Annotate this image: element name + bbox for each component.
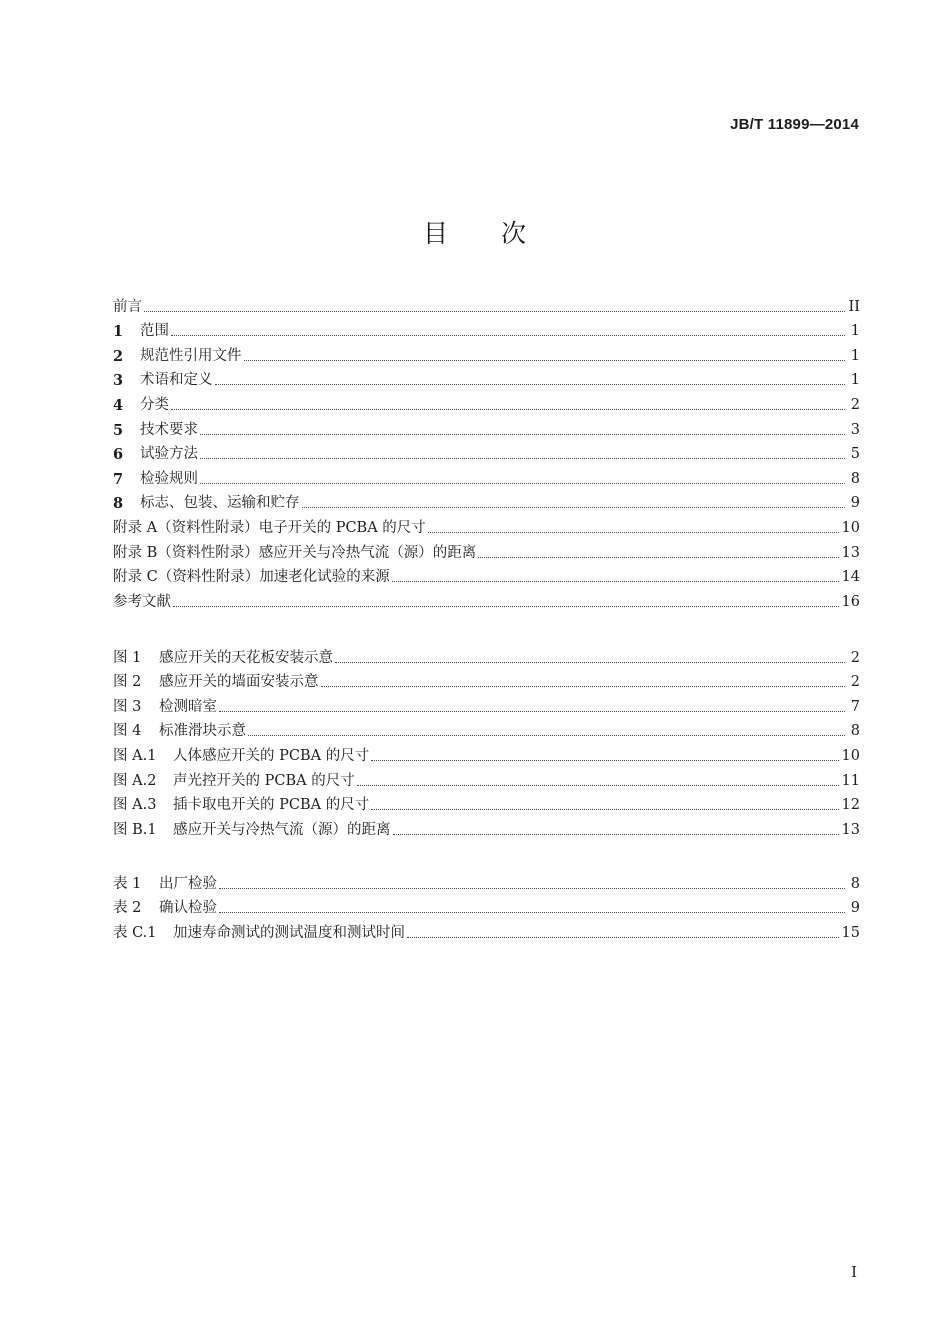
- toc-entry-number: 7: [113, 470, 124, 488]
- toc-main-list: [113, 291, 860, 611]
- figure-entry[interactable]: [113, 691, 860, 716]
- table-number: 表 C.1: [113, 924, 157, 941]
- toc-entry-label: 技术要求: [140, 421, 198, 438]
- toc-entry-page: II: [848, 298, 860, 315]
- toc-entry-number: 1: [113, 323, 124, 341]
- toc-entry-page: 2: [850, 396, 860, 413]
- dot-leader: [215, 383, 846, 385]
- table-label: 确认检验: [159, 900, 217, 917]
- toc-entry-page: 1: [850, 323, 860, 340]
- toc-entry-number: 8: [113, 495, 124, 513]
- dot-leader: [371, 808, 838, 810]
- toc-entry-label: 附录 C（资料性附录）加速老化试验的来源: [113, 569, 390, 586]
- dot-leader: [144, 310, 845, 312]
- figure-page: 2: [850, 649, 860, 666]
- dot-leader: [171, 408, 845, 410]
- dot-leader: [407, 936, 839, 938]
- figure-label: 插卡取电开关的 PCBA 的尺寸: [173, 797, 370, 814]
- toc-entry[interactable]: [113, 488, 860, 513]
- figure-number: 图 A.2: [113, 772, 157, 789]
- figure-page: 2: [850, 674, 860, 691]
- toc-entry-page: 1: [850, 372, 860, 389]
- toc-entry-appendix[interactable]: [113, 537, 860, 562]
- toc-entry-page: 9: [850, 495, 860, 512]
- figure-entry[interactable]: [113, 642, 860, 667]
- figure-entry[interactable]: [113, 765, 860, 790]
- dot-leader: [371, 759, 838, 761]
- toc-entry[interactable]: [113, 389, 860, 414]
- figure-page: 13: [841, 821, 860, 838]
- dot-leader: [357, 784, 839, 786]
- figure-label: 感应开关的天花板安装示意: [159, 649, 333, 666]
- toc-entry-label: 附录 A（资料性附录）电子开关的 PCBA 的尺寸: [113, 519, 426, 536]
- toc-entry-page: 1: [850, 347, 860, 364]
- dot-leader: [200, 482, 845, 484]
- table-entry[interactable]: [113, 893, 860, 918]
- dot-leader: [392, 580, 839, 582]
- figure-number: 图 3: [113, 698, 142, 715]
- table-label: 加速寿命测试的测试温度和测试时间: [173, 924, 405, 941]
- dot-leader: [219, 911, 845, 913]
- figure-label: 感应开关的墙面安装示意: [159, 674, 319, 691]
- toc-entry-label: 标志、包装、运输和贮存: [140, 495, 300, 512]
- dot-leader: [321, 685, 846, 687]
- figure-page: 12: [841, 797, 860, 814]
- toc-entry-page: 16: [841, 593, 860, 610]
- toc-entry-appendix[interactable]: [113, 512, 860, 537]
- toc-entry-number: 2: [113, 347, 124, 365]
- figure-label: 检测暗室: [159, 698, 217, 715]
- dot-leader: [219, 887, 845, 889]
- table-entry[interactable]: [113, 917, 860, 942]
- toc-entry[interactable]: [113, 291, 860, 316]
- figure-entry[interactable]: [113, 667, 860, 692]
- figure-page: 7: [850, 698, 860, 715]
- toc-entry[interactable]: [113, 414, 860, 439]
- dot-leader: [393, 833, 839, 835]
- toc-entry-label: 附录 B（资料性附录）感应开关与冷热气流（源）的距离: [113, 544, 477, 561]
- table-label: 出厂检验: [159, 875, 217, 892]
- figure-number: 图 A.3: [113, 797, 157, 814]
- figure-label: 感应开关与冷热气流（源）的距离: [173, 821, 391, 838]
- toc-entry-label: 检验规则: [140, 470, 198, 487]
- toc-entry[interactable]: [113, 340, 860, 365]
- dot-leader: [335, 661, 845, 663]
- dot-leader: [200, 457, 845, 459]
- toc-entry-label: 范围: [140, 323, 169, 340]
- toc-figure-list: [113, 642, 860, 839]
- toc-entry-number: 6: [113, 446, 124, 464]
- figure-page: 8: [850, 723, 860, 740]
- figure-number: 图 A.1: [113, 747, 157, 764]
- table-number: 表 2: [113, 900, 142, 917]
- figure-entry[interactable]: [113, 790, 860, 815]
- toc-entry-page: 5: [850, 446, 860, 463]
- toc-entry-label: 试验方法: [140, 446, 198, 463]
- toc-entry-label: 分类: [140, 396, 169, 413]
- toc-entry-page: 3: [850, 421, 860, 438]
- dot-leader: [200, 433, 845, 435]
- dot-leader: [302, 506, 846, 508]
- toc-entry[interactable]: [113, 316, 860, 341]
- title-char-1: 目: [422, 219, 449, 248]
- dot-leader: [248, 734, 845, 736]
- figure-number: 图 B.1: [113, 821, 157, 838]
- figure-page: 11: [841, 772, 860, 789]
- figure-entry[interactable]: [113, 740, 860, 765]
- toc-entry-page: 13: [841, 544, 860, 561]
- dot-leader: [171, 334, 845, 336]
- toc-entry[interactable]: [113, 586, 860, 611]
- toc-entry[interactable]: [113, 439, 860, 464]
- figure-label: 标准滑块示意: [159, 723, 246, 740]
- figure-entry[interactable]: [113, 716, 860, 741]
- dot-leader: [478, 556, 838, 558]
- figure-label: 人体感应开关的 PCBA 的尺寸: [173, 747, 370, 764]
- table-page: 9: [850, 900, 860, 917]
- toc-entry[interactable]: [113, 365, 860, 390]
- toc-entry-appendix[interactable]: [113, 562, 860, 587]
- toc-entry-page: 8: [850, 470, 860, 487]
- page-title: [0, 214, 950, 250]
- table-number: 表 1: [113, 875, 142, 892]
- dot-leader: [428, 531, 839, 533]
- dot-leader: [244, 359, 846, 361]
- title-char-2: 次: [501, 219, 528, 248]
- figure-number: 图 1: [113, 649, 142, 666]
- figure-entry[interactable]: [113, 814, 860, 839]
- toc-entry-page: 14: [841, 569, 860, 586]
- figure-page: 10: [841, 747, 860, 764]
- figure-label: 声光控开关的 PCBA 的尺寸: [173, 772, 355, 789]
- dot-leader: [219, 710, 845, 712]
- toc-entry-label: 术语和定义: [140, 372, 213, 389]
- toc-entry-number: 5: [113, 421, 124, 439]
- toc-entry-label: 前言: [113, 298, 142, 315]
- figure-number: 图 2: [113, 674, 142, 691]
- toc-table-list: [113, 868, 860, 942]
- table-page: 15: [841, 924, 860, 941]
- figure-number: 图 4: [113, 723, 142, 740]
- toc-entry-page: 10: [841, 519, 860, 536]
- toc-entry[interactable]: [113, 463, 860, 488]
- table-entry[interactable]: [113, 868, 860, 893]
- toc-entry-label: 规范性引用文件: [140, 347, 242, 364]
- dot-leader: [173, 605, 839, 607]
- table-page: 8: [850, 875, 860, 892]
- toc-entry-number: 3: [113, 372, 124, 390]
- toc-entry-number: 4: [113, 396, 124, 414]
- page-number: I: [851, 1263, 857, 1281]
- standard-number: JB/T 11899—2014: [730, 116, 859, 133]
- toc-entry-label: 参考文献: [113, 593, 171, 610]
